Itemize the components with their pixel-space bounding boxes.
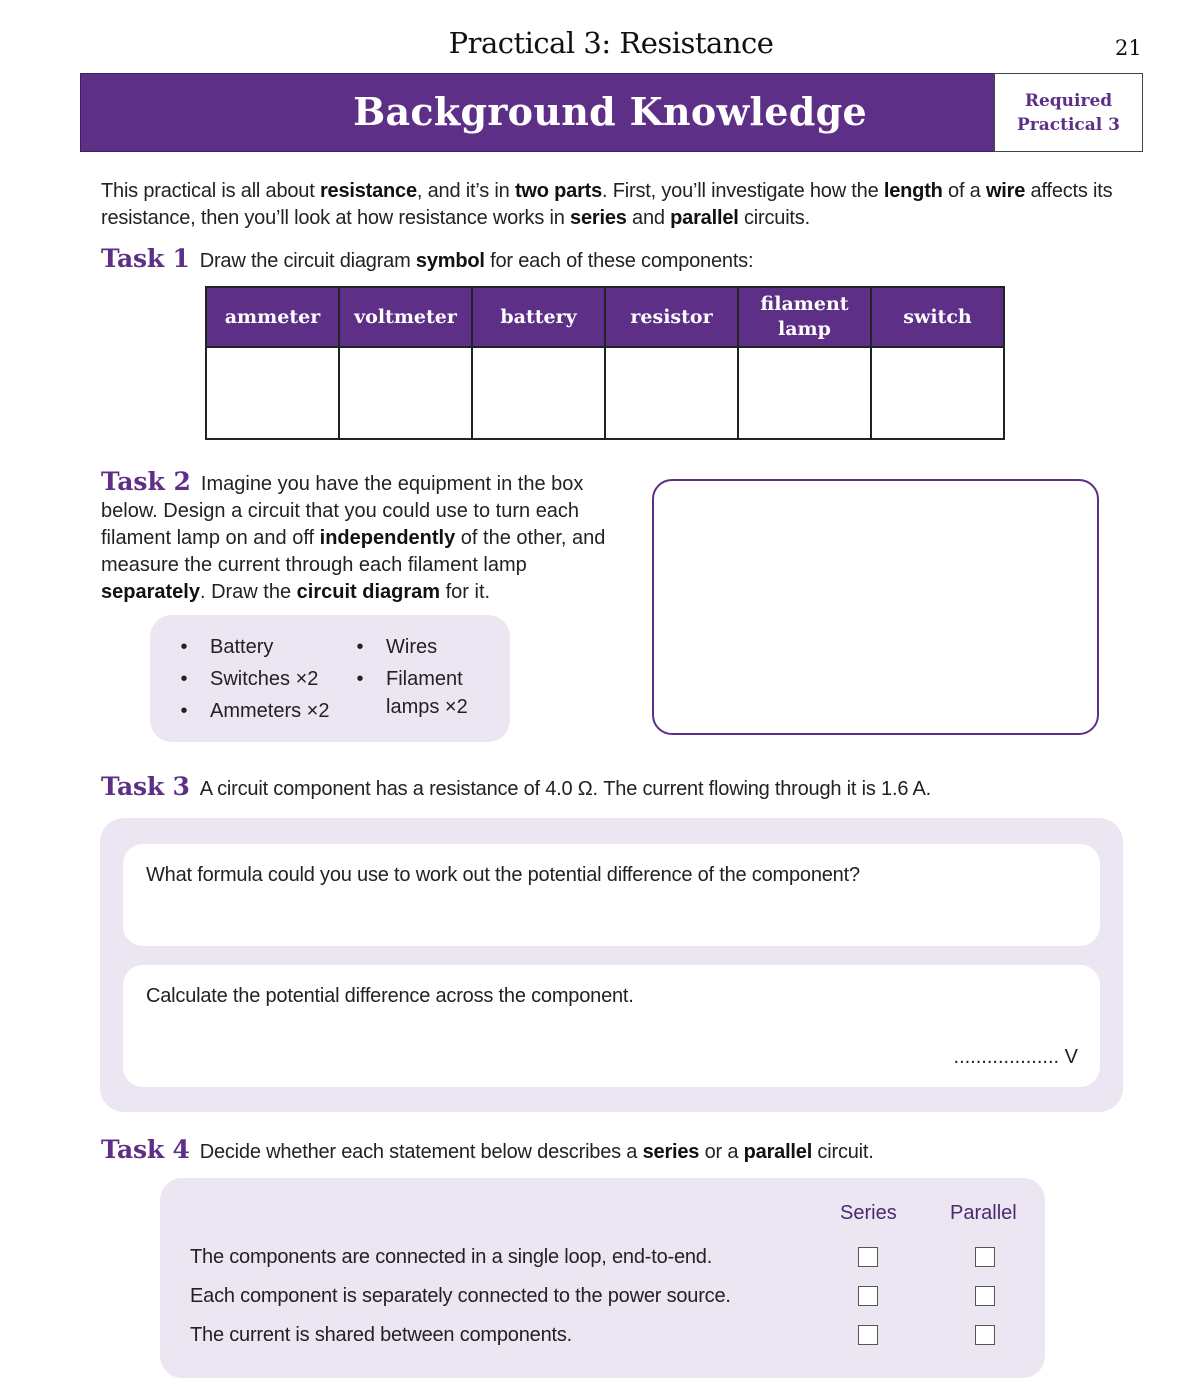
col-battery: battery [472, 287, 605, 347]
calculation-question: Calculate the potential difference across the component. [146, 985, 634, 1007]
emphasis-text: parallel [743, 1141, 813, 1163]
emphasis-text: wire [985, 180, 1026, 202]
col-voltmeter: voltmeter [339, 287, 472, 347]
task4-label: Task 4 [101, 1135, 190, 1164]
body-text: This practical is all about [101, 180, 320, 202]
answer-blank-volts[interactable]: ................... V [953, 1046, 1078, 1068]
bullet-icon: • [180, 700, 188, 722]
task2-instruction [101, 468, 626, 606]
bullet-icon: • [180, 668, 188, 690]
body-text: . Draw the [199, 581, 297, 603]
section-title: Background Knowledge [353, 89, 867, 134]
statement-text: The components are connected in a single loop, end-to-end. [190, 1246, 713, 1268]
equipment-list-right [350, 631, 486, 721]
emphasis-text: symbol [415, 250, 485, 272]
calculation-answer-box[interactable] [123, 965, 1100, 1087]
equipment-list-left [174, 631, 329, 727]
emphasis-text: parallel [670, 207, 739, 229]
body-text: Imagine you have the equipment in the box below. Design a circuit that you could use to turn each filament lamp on and off [101, 473, 584, 549]
emphasis-text: series [570, 207, 627, 229]
body-text: for it. [440, 581, 491, 603]
col-resistor: resistor [605, 287, 738, 347]
series-checkbox[interactable] [858, 1325, 878, 1345]
symbol-drawing-row [206, 347, 1004, 439]
symbol-cell-battery[interactable] [472, 347, 605, 439]
symbol-cell-resistor[interactable] [605, 347, 738, 439]
body-text: circuits. [738, 207, 810, 229]
page-number: 21 [1115, 36, 1142, 60]
equipment-item: • Wires [350, 631, 486, 663]
circuit-drawing-area[interactable] [652, 479, 1099, 735]
statement-row [190, 1242, 1040, 1281]
symbol-table-header-row [206, 287, 1004, 347]
task1-label: Task 1 [101, 244, 190, 273]
parallel-checkbox[interactable] [975, 1247, 995, 1267]
series-checkbox[interactable] [858, 1286, 878, 1306]
series-column-header: Series [840, 1202, 897, 1224]
equipment-item: • Ammeters ×2 [174, 695, 329, 727]
body-text: . First, you’ll investigate how the [602, 180, 884, 202]
task3-text: A circuit component has a resistance of 4.0 Ω. The current flowing through it is 1.6 A. [199, 778, 931, 800]
equipment-box [150, 615, 510, 742]
task3-instruction [101, 772, 931, 801]
col-ammeter: ammeter [206, 287, 339, 347]
body-text: and [626, 207, 671, 229]
task1-instruction [101, 244, 753, 273]
statement-row [190, 1320, 1040, 1359]
series-checkbox[interactable] [858, 1247, 878, 1267]
task4-panel [160, 1178, 1045, 1378]
body-text: affects its resistance, then you’ll look at how resistance works in [101, 180, 1113, 229]
body-text: for each of these components: [484, 250, 754, 272]
equipment-item: • Filament lamps ×2 [350, 665, 486, 721]
emphasis-text: separately [101, 581, 200, 603]
task4-text [200, 1141, 874, 1163]
body-text: , and it’s in [416, 180, 515, 202]
page-header-title: Practical 3: Resistance [448, 26, 774, 60]
formula-question: What formula could you use to work out the potential difference of the component? [146, 864, 860, 886]
intro-paragraph [101, 178, 1131, 232]
symbol-cell-switch[interactable] [871, 347, 1004, 439]
body-text: of the other, and measure the current through each filament lamp [101, 527, 606, 576]
task3-panel [100, 818, 1123, 1112]
emphasis-text: length [883, 180, 943, 202]
emphasis-text: resistance [319, 180, 417, 202]
statement-row [190, 1281, 1040, 1320]
required-practical-badge [994, 73, 1143, 152]
parallel-checkbox[interactable] [975, 1286, 995, 1306]
formula-answer-box[interactable] [123, 844, 1100, 946]
equipment-item: • Switches ×2 [174, 663, 329, 695]
body-text: or a [699, 1141, 744, 1163]
task1-text [200, 250, 754, 272]
symbol-cell-ammeter[interactable] [206, 347, 339, 439]
body-text: Decide whether each statement below describes a [199, 1141, 643, 1163]
statement-text: Each component is separately connected to the power source. [190, 1285, 731, 1307]
body-text: Draw the circuit diagram [199, 250, 416, 272]
emphasis-text: independently [319, 527, 456, 549]
bullet-icon: • [356, 668, 364, 690]
col-filament-lamp: filament lamp [738, 287, 871, 347]
bullet-icon: • [180, 636, 188, 658]
parallel-column-header: Parallel [950, 1202, 1017, 1224]
body-text: circuit. [812, 1141, 874, 1163]
parallel-checkbox[interactable] [975, 1325, 995, 1345]
symbol-cell-voltmeter[interactable] [339, 347, 472, 439]
col-switch: switch [871, 287, 1004, 347]
task4-instruction [101, 1135, 874, 1164]
task2-label: Task 2 [101, 467, 191, 496]
task3-label: Task 3 [101, 772, 190, 801]
body-text: of a [942, 180, 986, 202]
emphasis-text: two parts [514, 180, 603, 202]
symbol-cell-filament-lamp[interactable] [738, 347, 871, 439]
equipment-item: • Battery [174, 631, 329, 663]
statement-text: The current is shared between components. [190, 1324, 573, 1346]
bullet-icon: • [356, 636, 364, 658]
badge-line-1: Required [1024, 90, 1113, 111]
badge-line-2: Practical 3 [1017, 114, 1120, 135]
emphasis-text: series [642, 1141, 700, 1163]
emphasis-text: circuit diagram [296, 581, 441, 603]
component-symbol-table [205, 286, 1005, 440]
